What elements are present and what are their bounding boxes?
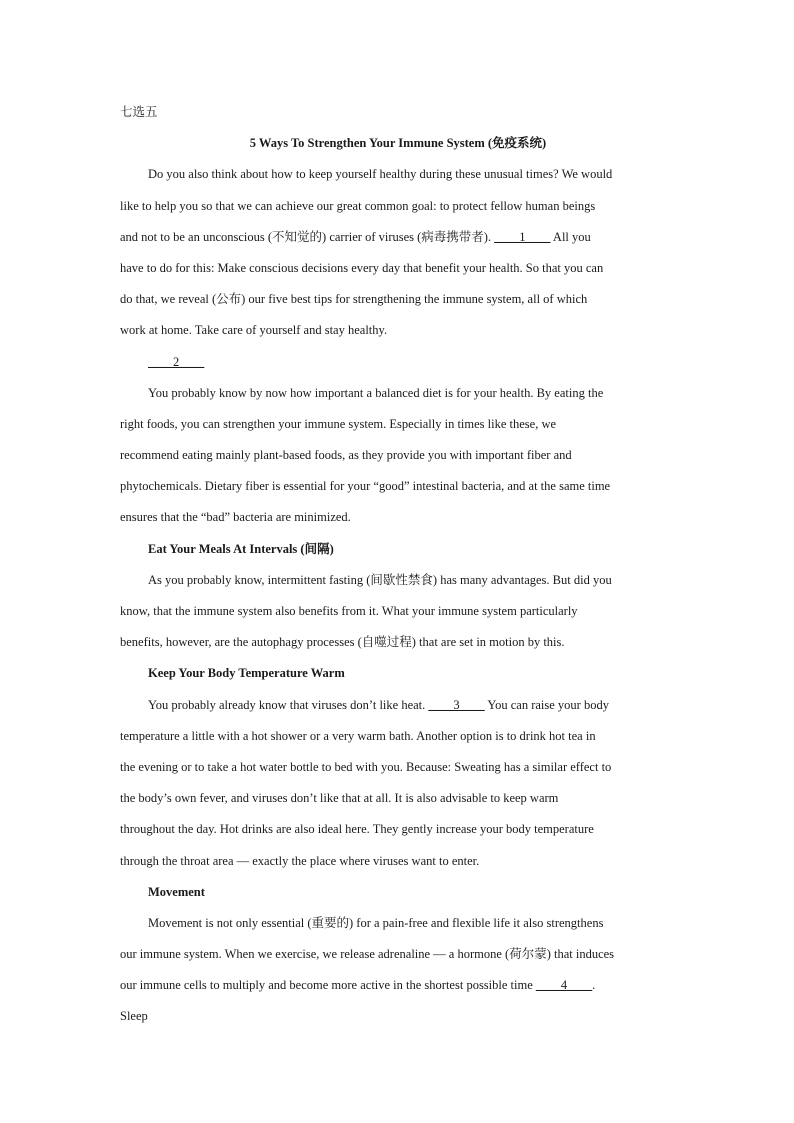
heading-temperature: Keep Your Body Temperature Warm <box>148 666 345 681</box>
meals-line: As you probably know, intermittent fasting (间歇性禁食) has many advantages. But did you <box>148 572 612 587</box>
intro-line: Do you also think about how to keep yourself healthy during these unusual times? We would <box>148 167 613 182</box>
temperature-line <box>120 690 676 721</box>
heading-meals: Eat Your Meals At Intervals (间隔) <box>148 541 334 556</box>
temperature-text: You can raise your body <box>484 697 609 712</box>
temperature-line: through the throat area — exactly the place where viruses want to enter. <box>120 853 480 868</box>
intro-line <box>120 222 676 253</box>
diet-line: ensures that the “bad” bacteria are minimized. <box>120 510 351 525</box>
blank-2: ____2____ <box>148 354 205 369</box>
heading-movement: Movement <box>148 884 205 899</box>
movement-line: our immune system. When we exercise, we release adrenaline — a hormone (荷尔蒙) that induces <box>120 947 615 962</box>
movement-text: our immune cells to multiply and become more active in the shortest possible time <box>120 978 536 993</box>
diet-line: phytochemicals. Dietary fiber is essential for your “good” intestinal bacteria, and at the same time <box>120 479 611 494</box>
intro-line: like to help you so that we can achieve our great common goal: to protect fellow human beings <box>120 198 596 213</box>
intro-line: do that, we reveal (公布) our five best tips for strengthening the immune system, all of which <box>120 292 588 307</box>
diet-paragraph <box>120 378 676 534</box>
diet-line: right foods, you can strengthen your immune system. Especially in times like these, we <box>120 416 557 431</box>
diet-line: recommend eating mainly plant-based foods, as they provide you with important fiber and <box>120 448 572 463</box>
meals-line: know, that the immune system also benefits from it. What your immune system particularly <box>120 604 578 618</box>
movement-paragraph <box>120 908 676 1002</box>
movement-line <box>120 970 676 1001</box>
temperature-text: You probably already know that viruses don’t like heat. <box>148 697 429 712</box>
heading-sleep: Sleep <box>120 1009 148 1024</box>
blank-1: ____1____ <box>494 229 551 244</box>
temperature-paragraph <box>120 690 676 877</box>
intro-text: All you <box>550 229 591 244</box>
section-label: 七选五 <box>120 105 158 119</box>
article-title: 5 Ways To Strengthen Your Immune System (免疫系统) <box>249 136 547 151</box>
intro-paragraph <box>120 159 676 346</box>
meals-paragraph <box>120 565 676 659</box>
document-page <box>120 97 676 1033</box>
temperature-line: temperature a little with a hot shower or a very warm bath. Another option is to drink hot tea in <box>120 728 596 743</box>
movement-line: Movement is not only essential (重要的) for a pain-free and flexible life it also strengthens <box>148 915 604 930</box>
intro-line: work at home. Take care of yourself and stay healthy. <box>120 323 388 338</box>
movement-text: . <box>592 978 596 993</box>
diet-line: You probably know by now how important a balanced diet is for your health. By eating the <box>148 385 604 400</box>
blank-3: ____3____ <box>428 697 485 712</box>
meals-line: benefits, however, are the autophagy processes (自噬过程) that are set in motion by this. <box>120 635 565 650</box>
temperature-line: throughout the day. Hot drinks are also ideal here. They gently increase your body temperature <box>120 822 594 837</box>
blank-2-line <box>120 347 676 378</box>
temperature-line: the body’s own fever, and viruses don’t like that at all. It is also advisable to keep warm <box>120 791 559 806</box>
intro-text: and not to be an unconscious (不知觉的) carrier of viruses (病毒携带者). <box>120 229 492 244</box>
blank-4: ____4____ <box>535 978 593 993</box>
intro-line: have to do for this: Make conscious decisions every day that benefit your health. So that you can <box>120 260 604 275</box>
temperature-line: the evening or to take a hot water bottle to bed with you. Because: Sweating has a similar effect to <box>120 759 612 774</box>
